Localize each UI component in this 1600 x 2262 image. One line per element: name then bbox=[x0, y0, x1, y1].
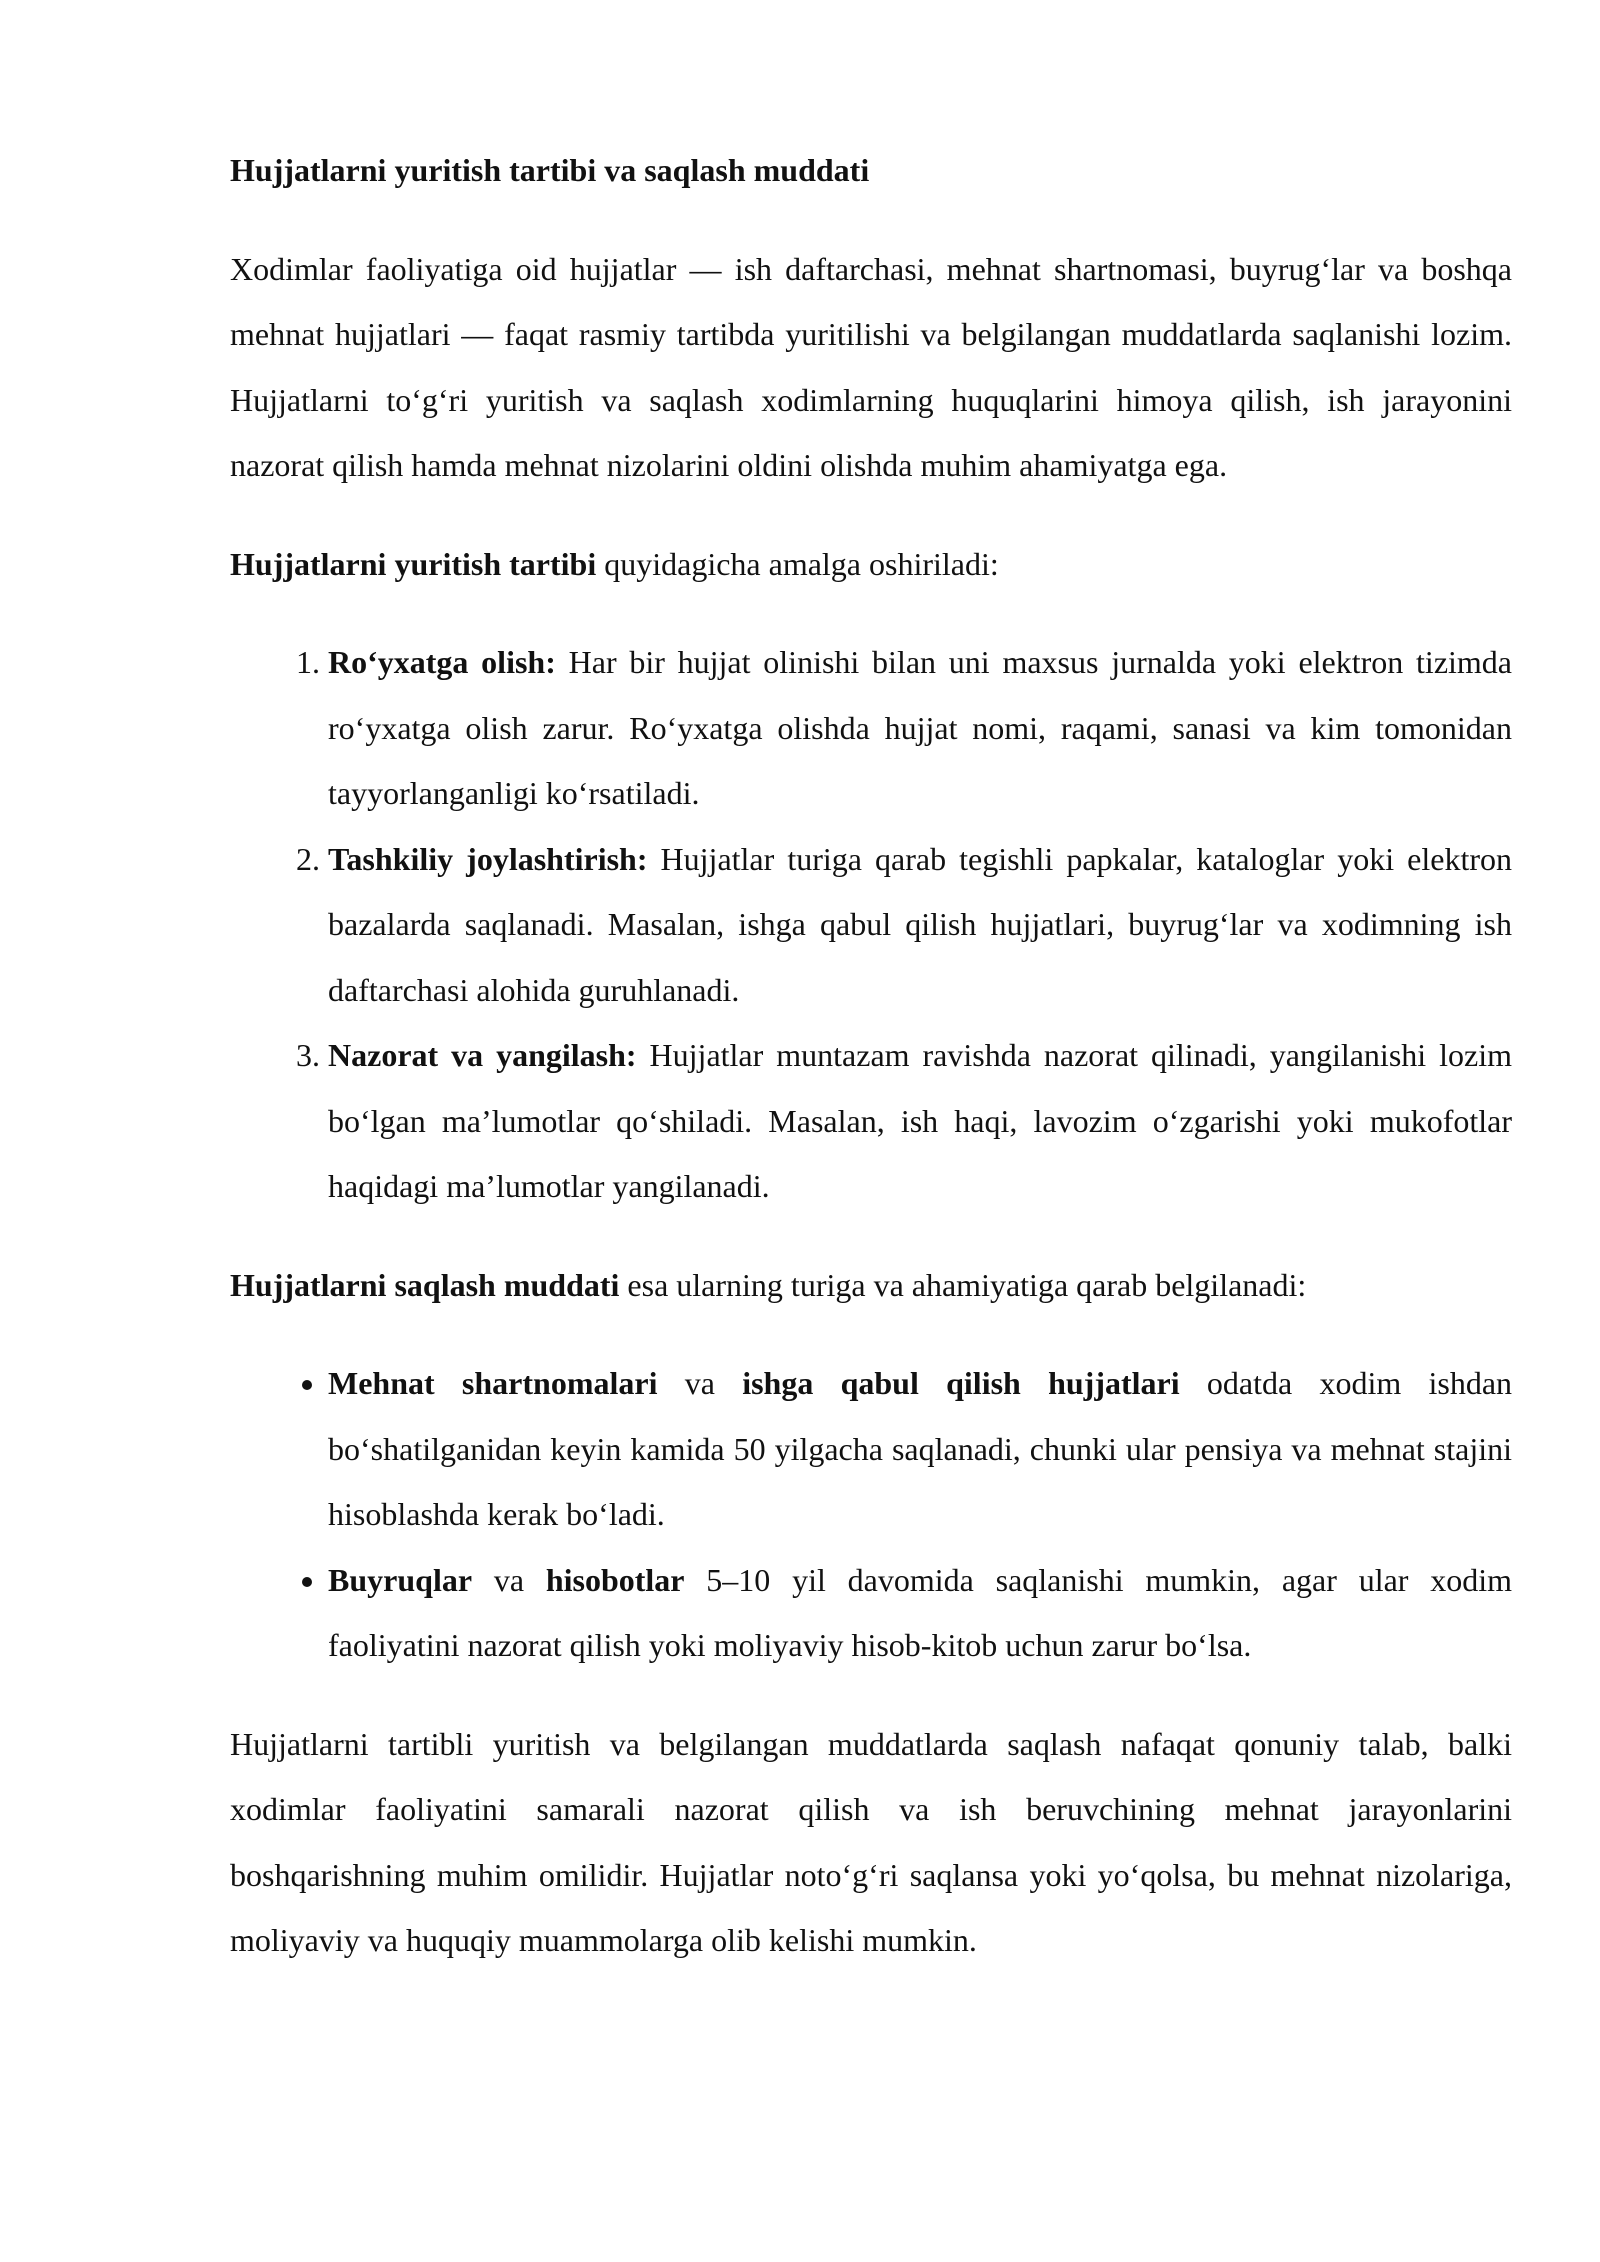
list-item bbox=[328, 1351, 1512, 1548]
conclusion-paragraph: Hujjatlarni tartibli yuritish va belgilangan muddatlarda saqlash nafaqat qonuniy talab, balki xodimlar faoliyatini samarali nazorat qilish va ish beruvchining mehnat jarayonlarini boshqarishning muhim omilidir. Hujjatlar noto‘g‘ri saqlansa yoki yo‘qolsa, bu mehnat nizolariga, moliyaviy va huquqiy muammolarga olib kelishi mumkin. bbox=[230, 1725, 1512, 1958]
list-item bbox=[328, 827, 1512, 1024]
retention-list bbox=[230, 1351, 1512, 1679]
retention-lead bbox=[230, 1253, 1512, 1319]
list-item-term: Buyruqlar bbox=[328, 1561, 473, 1598]
list-item-connector: va bbox=[657, 1365, 743, 1401]
list-item-term: Ro‘yxatga olish: bbox=[328, 644, 556, 680]
list-item-term: Mehnat shartnomalari bbox=[328, 1365, 658, 1401]
list-item-text: Hujjatlar muntazam ravishda nazorat qilinadi, yangilanishi lozim bo‘lgan ma’lumotlar qo‘shiladi. Masalan, ish haqi, lavozim o‘zgarishi yoki mukofotlar haqidagi ma’lumotlar yangilanadi. bbox=[328, 1037, 1513, 1204]
intro-paragraph: Xodimlar faoliyatiga oid hujjatlar — ish daftarchasi, mehnat shartnomasi, buyrug‘lar va boshqa mehnat hujjatlari — faqat rasmiy tartibda yuritilishi va belgilangan muddatlarda saqlanishi lozim. Hujjatlarni to‘g‘ri yuritish va saqlash xodimlarning huquqlarini himoya qilish, ish jarayonini nazorat qilish hamda mehnat nizolarini oldini olishda muhim ahamiyatga ega. bbox=[230, 250, 1512, 483]
procedure-lead-rest: quyidagicha amalga oshiriladi: bbox=[596, 545, 999, 582]
list-item-term: Tashkiliy joylashtirish: bbox=[328, 840, 648, 877]
list-item-connector: va bbox=[472, 1561, 546, 1598]
list-item-term: hisobotlar bbox=[545, 1561, 685, 1598]
list-item-text: 5–10 yil davomida saqlanishi mumkin, agar ular xodim faoliyatini nazorat qilish yoki moliyaviy hisob-kitob uchun zarur bo‘lsa. bbox=[328, 1561, 1513, 1663]
list-item-text: Har bir hujjat olinishi bilan uni maxsus jurnalda yoki elektron tizimda ro‘yxatga olish zarur. Ro‘yxatga olishda hujjat nomi, raqami, sanasi va kim tomonidan tayyorlanganligi ko‘rsatiladi. bbox=[328, 644, 1513, 811]
procedure-list bbox=[230, 630, 1512, 1220]
procedure-lead-bold: Hujjatlarni yuritish tartibi bbox=[230, 545, 597, 582]
document-title: Hujjatlarni yuritish tartibi va saqlash muddati bbox=[230, 152, 870, 188]
list-item-text: odatda xodim ishdan bo‘shatilganidan keyin kamida 50 yilgacha saqlanadi, chunki ular pensiya va mehnat stajini hisoblashda kerak bo‘ladi. bbox=[328, 1365, 1513, 1532]
retention-lead-bold: Hujjatlarni saqlash muddati bbox=[230, 1266, 620, 1303]
list-item-term: Nazorat va yangilash: bbox=[328, 1037, 637, 1073]
document-page bbox=[230, 138, 1512, 2007]
list-item bbox=[328, 1548, 1512, 1679]
list-item-term: ishga qabul qilish hujjatlari bbox=[742, 1365, 1180, 1401]
list-item bbox=[328, 1023, 1512, 1220]
list-item-text: Hujjatlar turiga qarab tegishli papkalar, kataloglar yoki elektron bazalarda saqlanadi. Masalan, ishga qabul qilish hujjatlari, buyrug‘lar va xodimning ish daftarchasi alohida guruhlanadi. bbox=[328, 840, 1513, 1008]
list-item bbox=[328, 630, 1512, 827]
retention-lead-rest: esa ularning turiga va ahamiyatiga qarab belgilanadi: bbox=[619, 1266, 1307, 1303]
procedure-lead bbox=[230, 532, 1512, 598]
